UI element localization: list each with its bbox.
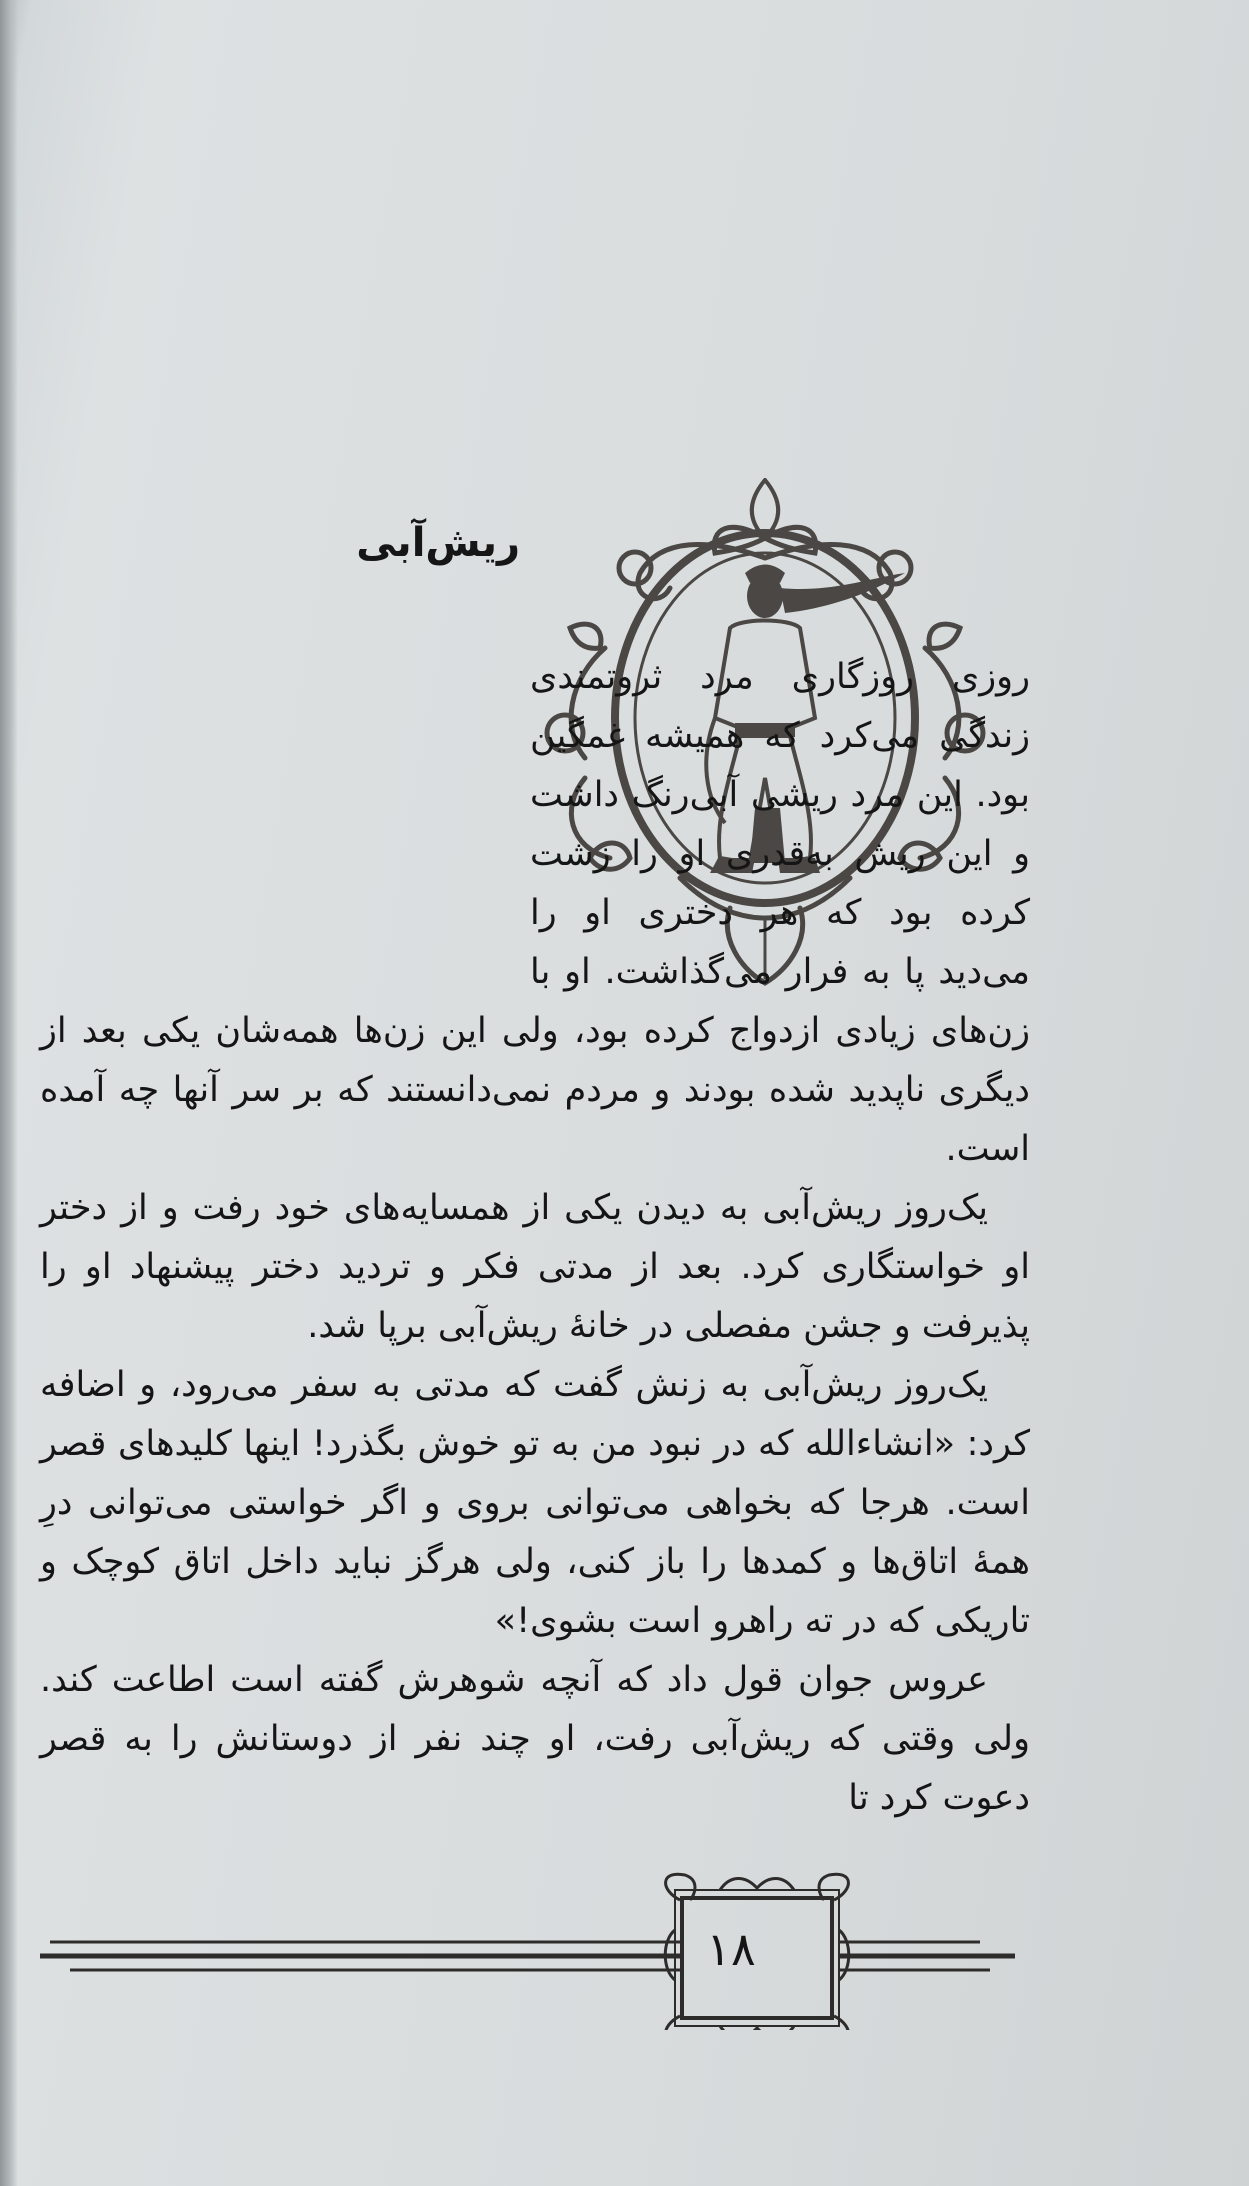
illustration-wrap-space: [40, 648, 530, 1002]
story-body: [40, 648, 1030, 1828]
paragraph-1: روزی روزگاری مرد ثروتمندی زندگی می‌کرد که همیشه غمگین بود. این مرد ریشی آبی‌رنگ داشت و این ریش به‌قدری او را زشت کرده بود که هر دختری او را می‌دید پا به فرار می‌گذاشت. او با زن‌های زیادی ازدواج کرده بود، ولی این زن‌ها همه‌شان یکی بعد از دیگری ناپدید شده بودند و مردم نمی‌دانستند که بر سر آنها چه آمده است.: [40, 657, 1030, 1169]
paragraph-4: عروس جوان قول داد که آنچه شوهرش گفته است اطاعت کند. ولی وقتی که ریش‌آبی رفت، او چند نفر از دوستانش را به قصر دعوت کرد تا: [40, 1660, 1030, 1818]
page-number: ۱۸: [706, 1922, 756, 1976]
paragraph-2: یک‌روز ریش‌آبی به دیدن یکی از همسایه‌های خود رفت و از دختر او خواستگاری کرد. بعد از مدتی فکر و تردید دختر پیشنهاد او را پذیرفت و جشن مفصلی در خانهٔ ریش‌آبی برپا شد.: [40, 1188, 1030, 1346]
story-title: ریش‌آبی: [356, 520, 520, 566]
page-footer-ornament-icon: [40, 1870, 1020, 2030]
paragraph-3: یک‌روز ریش‌آبی به زنش گفت که مدتی به سفر می‌رود، و اضافه کرد: «انشاءالله که در نبود من به تو خوش بگذرد! اینها کلیدهای قصر است. هرجا که بخواهی می‌توانی بروی و اگر خواستی می‌توانی درِ همهٔ اتاق‌ها و کمدها را باز کنی، ولی هرگز نباید داخل اتاق کوچک و تاریکی که در ته راهرو است بشوی!»: [40, 1365, 1030, 1641]
footer-svg: [40, 1870, 1020, 2030]
page-binding-edge: [0, 0, 18, 2186]
